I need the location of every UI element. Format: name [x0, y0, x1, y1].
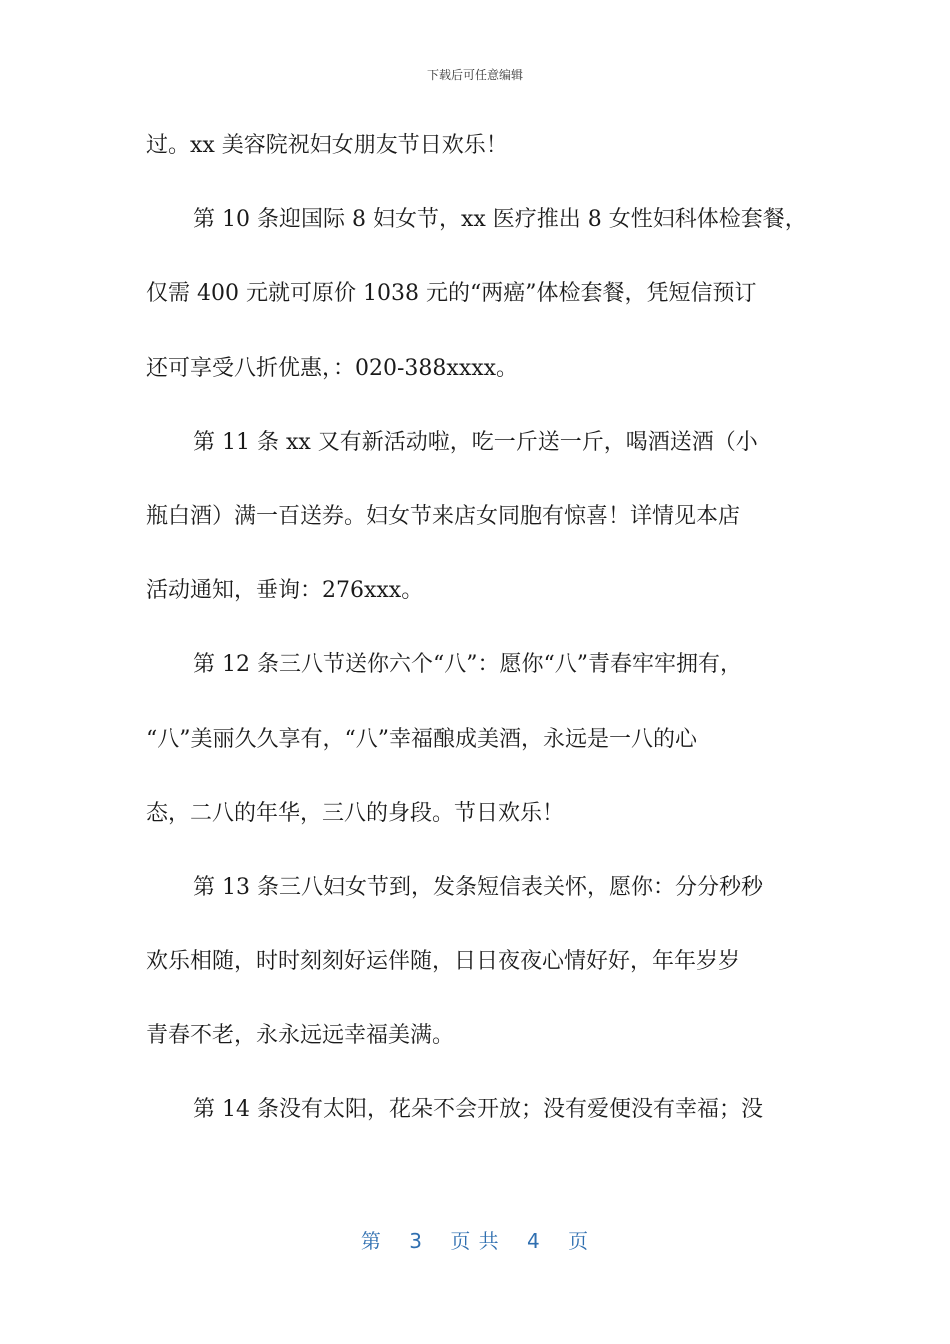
text-line-5: 第 11 条 xx 又有新活动啦，吃一斤送一斤，喝酒送酒（小: [193, 429, 758, 455]
footer-prefix: 第: [360, 1229, 382, 1253]
footer-total-pages: 4: [527, 1229, 541, 1253]
page-footer: [0, 1225, 950, 1254]
footer-middle: 页 共: [450, 1229, 500, 1253]
footer-suffix: 页: [568, 1229, 590, 1253]
text-line-13: 青春不老，永永远远幸福美满。: [146, 1023, 455, 1049]
text-line-12: 欢乐相随，时时刻刻好运伴随，日日夜夜心情好好，年年岁岁: [146, 949, 741, 975]
document-body: [146, 126, 826, 1165]
text-line-4: 还可享受八折优惠，：020-388xxxx。: [146, 355, 519, 381]
text-line-9: “八”美丽久久享有，“八”幸福酿成美酒，永远是一八的心: [146, 726, 697, 752]
text-line-14: 第 14 条没有太阳，花朵不会开放；没有爱便没有幸福；没: [193, 1097, 763, 1123]
footer-current-page: 3: [409, 1229, 423, 1253]
text-line-8: 第 12 条三八节送你六个“八”：愿你“八”青春牢牢拥有，: [193, 652, 742, 678]
text-line-2: 第 10 条迎国际 8 妇女节，xx 医疗推出 8 女性妇科体检套餐，: [193, 207, 807, 233]
text-line-11: 第 13 条三八妇女节到，发条短信表关怀，愿你：分分秒秒: [193, 874, 763, 900]
text-line-7: 活动通知，垂询：276xxx。: [146, 578, 424, 604]
page-header: 下载后可任意编辑: [426, 68, 523, 82]
text-line-10: 态，二八的年华，三八的身段。节日欢乐！: [146, 800, 565, 826]
text-line-6: 瓶白酒）满一百送券。妇女节来店女同胞有惊喜！详情见本店: [146, 503, 741, 529]
text-line-3: 仅需 400 元就可原价 1038 元的“两癌”体检套餐，凭短信预订: [146, 281, 757, 307]
text-line-1: 过。xx 美容院祝妇女朋友节日欢乐！: [146, 133, 508, 158]
